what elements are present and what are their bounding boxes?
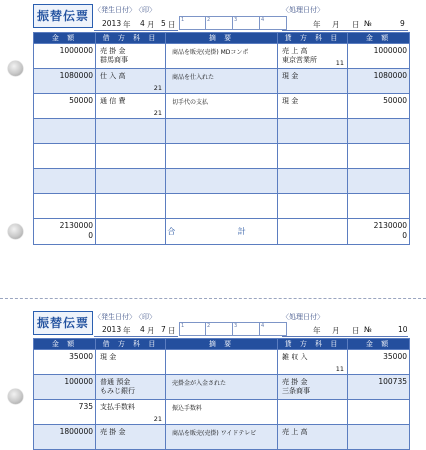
table-row [34,350,410,375]
debit-account-cell [96,169,166,194]
total-row [34,219,410,245]
process-date-label: 〈処理日付〉 [282,313,324,321]
proc-year-unit: 年 [313,326,321,335]
credit-account: 雑 収 入 [282,353,308,361]
description-cell [166,144,278,169]
debit-amount-cell: 735 [34,400,96,425]
issue-date-underline [94,336,178,337]
debit-amount-cell [34,119,96,144]
debit-code: 21 [153,415,162,423]
process-date-underline [282,336,408,337]
voucher-title: 振替伝票 [33,311,93,335]
debit-amount-header: 金 額 [34,33,96,44]
debit-amount-cell [34,194,96,219]
issue-year: 2013 [102,19,122,28]
credit-account: 売 掛 金 [282,378,308,386]
debit-amount-cell [34,169,96,194]
year-unit: 年 [123,20,131,29]
table-row [34,169,410,194]
description-cell: 商品を販売(売掛) ワイドテレビ [166,425,278,450]
table-row [34,144,410,169]
debit-account-cell [96,425,166,450]
debit-amount-cell [34,144,96,169]
credit-account-cell [278,69,348,94]
total-label: 合 計 [166,219,278,245]
issue-day: 7 [161,325,166,334]
debit-account-cell [96,194,166,219]
credit-account: 売 上 高 [282,428,308,436]
description-cell [166,194,278,219]
debit-amount-cell: 1000000 [34,44,96,69]
description-cell: 振込手数料 [166,400,278,425]
proc-day-unit: 日 [352,326,360,335]
credit-account-cell [278,144,348,169]
seal-label: 〈印〉 [135,6,156,14]
credit-code: 11 [335,59,344,67]
stamp-box: 4 [260,16,287,30]
credit-account-cell [278,350,348,375]
month-unit: 月 [147,326,155,335]
description-cell: 商品を仕入れた [166,69,278,94]
credit-account-header: 貸 方 科 目 [278,339,348,350]
table-row [34,425,410,450]
debit-code: 21 [153,109,162,117]
credit-account-header: 貸 方 科 目 [278,33,348,44]
total-credit-cell [348,219,410,245]
debit-account-cell [96,375,166,400]
total-debit-extra: 0 [88,231,93,240]
credit-account-cell [278,425,348,450]
credit-amount-cell [348,400,410,425]
total-credit-extra: 0 [402,231,407,240]
credit-account-cell [278,119,348,144]
stamp-box: 1 [179,322,206,336]
total-debit: 2130000 [59,221,93,230]
credit-account: 現 金 [282,72,299,80]
debit-amount-cell: 1080000 [34,69,96,94]
table-row [34,194,410,219]
credit-amount-cell [348,144,410,169]
credit-account: 売 上 高 [282,47,308,55]
process-date-underline [282,30,408,31]
credit-account-cell [278,169,348,194]
debit-account: 通 信 費 [100,97,126,105]
table-row [34,119,410,144]
table-header-row [34,33,410,44]
credit-code: 11 [335,365,344,373]
day-unit: 日 [168,326,176,335]
description-cell: 切手代の支払 [166,94,278,119]
credit-amount-header: 金 額 [348,33,410,44]
debit-account: 普通 預金 [100,378,131,386]
credit-account-cell [278,194,348,219]
debit-account-cell [96,119,166,144]
credit-amount-cell: 1080000 [348,69,410,94]
issue-date-label: 〈発生日付〉 [94,313,136,321]
debit-amount-cell: 100000 [34,375,96,400]
description-header: 摘 要 [166,33,278,44]
debit-account-cell [96,350,166,375]
credit-amount-cell: 1000000 [348,44,410,69]
stamp-box: 1 [179,16,206,30]
proc-month-unit: 月 [332,326,340,335]
voucher-no-label: № [364,325,372,334]
credit-account-cell [278,375,348,400]
issue-day: 5 [161,19,166,28]
table-row [34,94,410,119]
debit-account-cell [96,69,166,94]
credit-amount-cell [348,194,410,219]
debit-account-header: 借 方 科 目 [96,33,166,44]
credit-account-cell [278,44,348,69]
credit-amount-cell [348,119,410,144]
stamp-box: 3 [233,322,260,336]
voucher-no-value: 10 [398,325,408,334]
description-header: 摘 要 [166,339,278,350]
credit-amount-cell: 100735 [348,375,410,400]
proc-day-unit: 日 [352,20,360,29]
voucher-2 [0,307,426,437]
debit-account: 現 金 [100,353,117,361]
seal-label: 〈印〉 [135,313,156,321]
description-cell [166,350,278,375]
stamp-box: 4 [260,322,287,336]
month-unit: 月 [147,20,155,29]
proc-month-unit: 月 [332,20,340,29]
debit-account-cell [96,144,166,169]
debit-amount-cell: 35000 [34,350,96,375]
description-cell: 商品を販売(売掛) MDコンポ [166,44,278,69]
voucher-title: 振替伝票 [33,4,93,28]
debit-account: 仕 入 高 [100,72,126,80]
credit-sub-account: 三条商事 [282,387,310,395]
table-row [34,375,410,400]
credit-account: 現 金 [282,97,299,105]
table-header-row [34,339,410,350]
table-row [34,69,410,94]
credit-amount-cell [348,169,410,194]
day-unit: 日 [168,20,176,29]
issue-year: 2013 [102,325,122,334]
stamp-box: 2 [206,322,233,336]
credit-account-cell [278,94,348,119]
debit-account-cell [96,44,166,69]
debit-amount-cell: 1800000 [34,425,96,450]
debit-sub-account: 群馬商事 [100,56,128,64]
total-debit-cell [34,219,96,245]
credit-amount-cell: 35000 [348,350,410,375]
table-row [34,44,410,69]
total-blank-cell [278,219,348,245]
stamp-boxes [179,16,287,30]
stamp-box: 2 [206,16,233,30]
total-blank-cell [96,219,166,245]
year-unit: 年 [123,326,131,335]
process-date-label: 〈処理日付〉 [282,6,324,14]
credit-amount-header: 金 額 [348,339,410,350]
issue-month: 4 [140,325,145,334]
description-cell [166,169,278,194]
ledger-table [33,338,410,450]
issue-date-underline [94,30,178,31]
description-cell [166,119,278,144]
issue-month: 4 [140,19,145,28]
credit-sub-account: 東京営業所 [282,56,317,64]
stamp-box: 3 [233,16,260,30]
credit-amount-cell [348,425,410,450]
debit-account: 売 掛 金 [100,47,126,55]
proc-year-unit: 年 [313,20,321,29]
debit-account: 支払手数料 [100,403,135,411]
debit-amount-header: 金 額 [34,339,96,350]
debit-account: 売 掛 金 [100,428,126,436]
credit-account-cell [278,400,348,425]
stamp-boxes [179,322,287,336]
debit-account-cell [96,94,166,119]
voucher-no-value: 9 [400,19,405,28]
ledger-table [33,32,410,245]
total-credit: 2130000 [373,221,407,230]
debit-account-cell [96,400,166,425]
debit-account-header: 借 方 科 目 [96,339,166,350]
voucher-no-label: № [364,19,372,28]
debit-sub-account: もみじ銀行 [100,387,135,395]
debit-amount-cell: 50000 [34,94,96,119]
issue-date-label: 〈発生日付〉 [94,6,136,14]
debit-code: 21 [153,84,162,92]
credit-amount-cell: 50000 [348,94,410,119]
description-cell: 売掛金が入金された [166,375,278,400]
table-row [34,400,410,425]
perforation-line [0,298,426,299]
